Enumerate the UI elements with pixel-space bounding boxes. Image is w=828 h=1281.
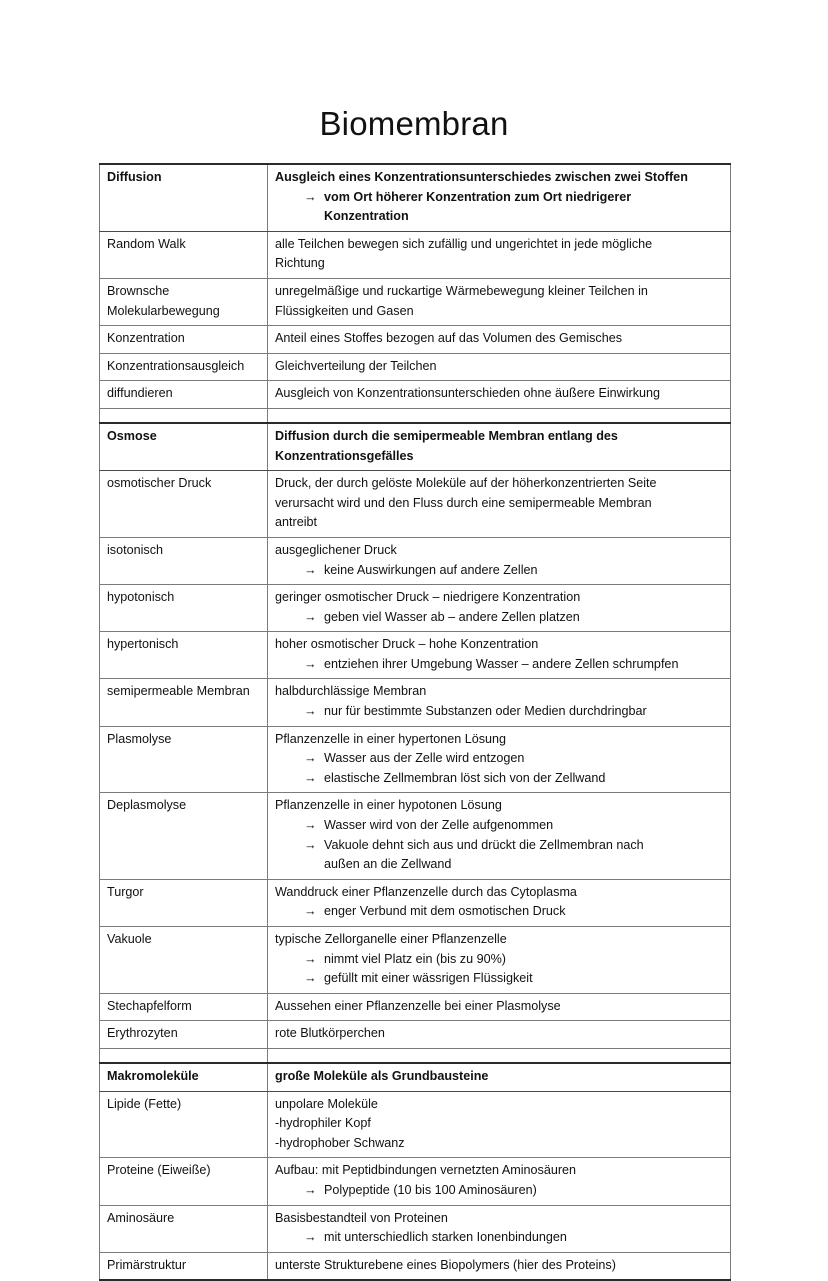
definition-line: Druck, der durch gelöste Moleküle auf der höherkonzentrierten Seite — [275, 476, 657, 491]
section-header-definition — [268, 423, 731, 471]
definition-sub-line — [275, 1228, 724, 1248]
table-row — [100, 381, 731, 409]
definition-sub-text: geben viel Wasser ab – andere Zellen platzen — [324, 609, 580, 624]
definition-sub-text: enger Verbund mit dem osmotischen Druck — [324, 904, 566, 919]
table-row — [100, 537, 731, 584]
definition-sub-continuation: außen an die Zellwand — [324, 857, 452, 872]
definition-sub-line — [275, 902, 724, 922]
table-row — [100, 879, 731, 926]
definition-line: verursacht wird und den Fluss durch eine semipermeable Membran — [275, 495, 652, 510]
definition-line: Richtung — [275, 256, 325, 271]
section-header-row-diffusion — [100, 164, 731, 231]
definition-sub-text: vom Ort höherer Konzentration zum Ort niedrigerer — [324, 189, 632, 204]
table-row — [100, 1091, 731, 1158]
definition-cell — [268, 231, 731, 278]
section-header-term: Makromoleküle — [100, 1063, 268, 1091]
section-header-row-osmose — [100, 423, 731, 471]
table-row — [100, 793, 731, 879]
arrow-icon: → — [304, 609, 317, 624]
definition-cell — [268, 993, 731, 1021]
arrow-icon: → — [304, 1182, 317, 1197]
table-row — [100, 585, 731, 632]
table-row — [100, 231, 731, 278]
term-cell: osmotischer Druck — [100, 471, 268, 538]
definition-line: geringer osmotischer Druck – niedrigere Konzentration — [275, 590, 581, 605]
term-cell: Random Walk — [100, 231, 268, 278]
table-row — [100, 1158, 731, 1205]
term-cell: semipermeable Membran — [100, 679, 268, 726]
definition-sub-line — [275, 1181, 724, 1201]
definition-line: Aussehen einer Pflanzenzelle bei einer Plasmolyse — [275, 998, 561, 1013]
term-cell: Konzentration — [100, 326, 268, 354]
term-cell: Konzentrationsausgleich — [100, 353, 268, 381]
definition-cell — [268, 471, 731, 538]
definition-cell — [268, 1158, 731, 1205]
table-row — [100, 471, 731, 538]
definition-line: rote Blutkörperchen — [275, 1026, 385, 1041]
term-cell: Turgor — [100, 879, 268, 926]
definition-sub-text: keine Auswirkungen auf andere Zellen — [324, 562, 538, 577]
definition-cell — [268, 381, 731, 409]
notes-table-body — [100, 164, 731, 1280]
page-title: Biomembran — [319, 105, 509, 142]
definition-line: hoher osmotischer Druck – hohe Konzentration — [275, 637, 539, 652]
definition-cell — [268, 679, 731, 726]
table-row — [100, 632, 731, 679]
table-row — [100, 1252, 731, 1280]
definition-cell — [268, 278, 731, 325]
definition-line: Anteil eines Stoffes bezogen auf das Volumen des Gemisches — [275, 331, 623, 346]
definition-cell — [268, 879, 731, 926]
definition-line: Pflanzenzelle in einer hypertonen Lösung — [275, 731, 507, 746]
table-row — [100, 726, 731, 793]
definition-line: antreibt — [275, 515, 318, 530]
spacer-cell-definition — [268, 408, 731, 423]
term-cell: Deplasmolyse — [100, 793, 268, 879]
table-row — [100, 927, 731, 994]
section-header-row-makromolekuele — [100, 1063, 731, 1091]
definition-line: typische Zellorganelle einer Pflanzenzelle — [275, 932, 507, 946]
biomembran-notes-table — [99, 163, 731, 1281]
section-header-definition — [268, 164, 731, 231]
definition-cell — [268, 726, 731, 793]
arrow-icon: → — [304, 656, 317, 671]
section-header-term: Osmose — [100, 423, 268, 471]
definition-line: unpolare Moleküle — [275, 1096, 378, 1111]
definition-line: Flüssigkeiten und Gasen — [275, 303, 414, 318]
definition-sub-text: mit unterschiedlich starken Ionenbindungen — [324, 1230, 567, 1245]
definition-line: Ausgleich von Konzentrationsunterschieden ohne äußere Einwirkung — [275, 386, 661, 401]
spacer-cell-definition — [268, 1048, 731, 1063]
section-header-term: Diffusion — [100, 164, 268, 231]
arrow-icon: → — [304, 837, 317, 852]
definition-cell — [268, 353, 731, 381]
term-cell: Erythrozyten — [100, 1021, 268, 1049]
definition-sub-line — [275, 608, 724, 628]
table-row — [100, 679, 731, 726]
definition-sub-text: gefüllt mit einer wässrigen Flüssigkeit — [324, 971, 533, 986]
definition-line: Pflanzenzelle in einer hypotonen Lösung — [275, 798, 502, 813]
arrow-icon: → — [304, 1230, 317, 1245]
table-spacer-row — [100, 408, 731, 423]
arrow-icon: → — [304, 562, 317, 577]
definition-sub-line — [275, 950, 724, 970]
definition-line: alle Teilchen bewegen sich zufällig und ungerichtet in jede mögliche — [275, 236, 653, 251]
table-spacer-row — [100, 1048, 731, 1063]
arrow-icon: → — [304, 189, 317, 204]
definition-sub-line — [275, 655, 724, 675]
arrow-icon: → — [304, 904, 317, 919]
definition-cell — [268, 326, 731, 354]
definition-sub-line — [275, 816, 724, 836]
definition-line: Konzentrationsgefälles — [275, 448, 414, 463]
arrow-icon: → — [304, 751, 317, 766]
definition-sub-continuation: Konzentration — [324, 209, 409, 224]
definition-sub-text: elastische Zellmembran löst sich von der Zellwand — [324, 770, 606, 785]
term-cell: Brownsche Molekularbewegung — [100, 278, 268, 325]
definition-cell — [268, 1252, 731, 1280]
notes-table-container — [99, 163, 730, 1281]
definition-sub-line — [275, 749, 724, 769]
term-cell: hypotonisch — [100, 585, 268, 632]
definition-sub-text: Vakuole dehnt sich aus und drückt die Zellmembran nach — [324, 837, 644, 852]
definition-line: Diffusion durch die semipermeable Membran entlang des — [275, 428, 618, 443]
term-cell: Primärstruktur — [100, 1252, 268, 1280]
term-cell: hypertonisch — [100, 632, 268, 679]
definition-line: -hydrophiler Kopf — [275, 1116, 371, 1131]
definition-sub-line — [275, 969, 724, 989]
term-cell: Stechapfelform — [100, 993, 268, 1021]
term-cell: isotonisch — [100, 537, 268, 584]
definition-line: Wanddruck einer Pflanzenzelle durch das Cytoplasma — [275, 884, 577, 899]
spacer-cell-term — [100, 408, 268, 423]
definition-sub-line — [275, 702, 724, 722]
definition-line: unterste Strukturebene eines Biopolymers (hier des Proteins) — [275, 1257, 616, 1272]
definition-cell — [268, 1021, 731, 1049]
arrow-icon: → — [304, 770, 317, 785]
definition-line: Ausgleich eines Konzentrationsunterschiedes zwischen zwei Stoffen — [275, 170, 688, 184]
definition-line: ausgeglichener Druck — [275, 542, 397, 557]
term-cell: Lipide (Fette) — [100, 1091, 268, 1158]
definition-sub-text: nur für bestimmte Substanzen oder Medien durchdringbar — [324, 704, 647, 719]
definition-line: halbdurchlässige Membran — [275, 684, 427, 699]
table-row — [100, 278, 731, 325]
definition-cell — [268, 585, 731, 632]
term-cell: Vakuole — [100, 927, 268, 994]
definition-cell — [268, 1205, 731, 1252]
definition-sub-text: entziehen ihrer Umgebung Wasser – andere Zellen schrumpfen — [324, 656, 679, 671]
definition-cell — [268, 537, 731, 584]
definition-line: -hydrophober Schwanz — [275, 1135, 405, 1150]
spacer-cell-term — [100, 1048, 268, 1063]
section-header-definition — [268, 1063, 731, 1091]
definition-cell — [268, 927, 731, 994]
definition-line: Gleichverteilung der Teilchen — [275, 358, 437, 373]
arrow-icon: → — [304, 704, 317, 719]
definition-sub-text: nimmt viel Platz ein (bis zu 90%) — [324, 951, 506, 966]
table-row — [100, 1205, 731, 1252]
definition-cell — [268, 1091, 731, 1158]
arrow-icon: → — [304, 818, 317, 833]
definition-cell — [268, 632, 731, 679]
term-cell: Aminosäure — [100, 1205, 268, 1252]
definition-cell — [268, 793, 731, 879]
definition-sub-text: Wasser aus der Zelle wird entzogen — [324, 751, 525, 766]
term-cell: diffundieren — [100, 381, 268, 409]
table-row — [100, 326, 731, 354]
definition-sub-line — [275, 836, 724, 856]
arrow-icon: → — [304, 951, 317, 966]
definition-line: große Moleküle als Grundbausteine — [275, 1068, 489, 1083]
arrow-icon: → — [304, 971, 317, 986]
table-row — [100, 993, 731, 1021]
definition-sub-line — [275, 188, 724, 208]
term-cell: Proteine (Eiweiße) — [100, 1158, 268, 1205]
definition-line: unregelmäßige und ruckartige Wärmebewegung kleiner Teilchen in — [275, 283, 648, 298]
definition-line: Aufbau: mit Peptidbindungen vernetzten Aminosäuren — [275, 1163, 577, 1178]
definition-line: Basisbestandteil von Proteinen — [275, 1210, 448, 1225]
term-cell: Plasmolyse — [100, 726, 268, 793]
definition-sub-line — [275, 561, 724, 581]
table-row — [100, 1021, 731, 1049]
definition-sub-line — [275, 769, 724, 789]
definition-sub-text: Wasser wird von der Zelle aufgenommen — [324, 818, 554, 833]
definition-sub-text: Polypeptide (10 bis 100 Aminosäuren) — [324, 1182, 537, 1197]
table-row — [100, 353, 731, 381]
